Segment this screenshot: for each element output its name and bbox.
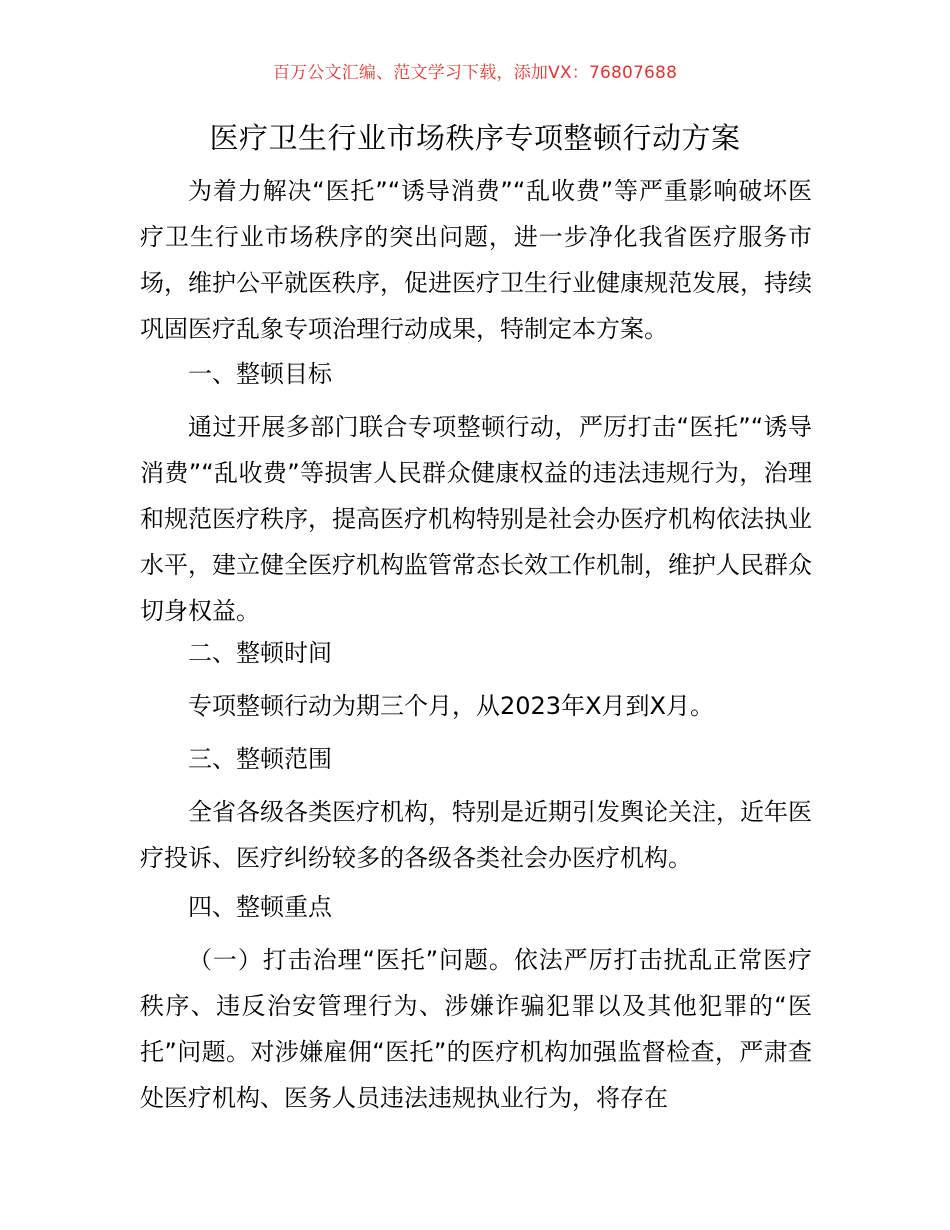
header-banner: 百万公文汇编、范文学习下载，添加VX：76807688: [272, 63, 678, 83]
section-heading-focus: 四、整顿重点: [188, 893, 332, 921]
goal-paragraph: 通过开展多部门联合专项整顿行动，严厉打击“医托”“诱导消费”“乱收费”等损害人民群众健康权益的违法违规行为，治理和规范医疗秩序，提高医疗机构特别是社会办医疗机构依法执业水平，建立健全医疗机构监管常态长效工作机制，维护人民群众切身权益。: [140, 413, 812, 625]
intro-paragraph: 为着力解决“医托”“诱导消费”“乱收费”等严重影响破坏医疗卫生行业市场秩序的突出问题，进一步净化我省医疗服务市场，维护公平就医秩序，促进医疗卫生行业健康规范发展，持续巩固医疗乱象专项治理行动成果，特制定本方案。: [140, 177, 812, 343]
section-heading-goal: 一、整顿目标: [188, 360, 332, 388]
scope-paragraph: 全省各级各类医疗机构，特别是近期引发舆论关注，近年医疗投诉、医疗纠纷较多的各级各类社会办医疗机构。: [140, 798, 812, 872]
section-heading-scope: 三、整顿范围: [188, 745, 332, 773]
focus-item-1-paragraph: （一）打击治理“医托”问题。依法严厉打击扰乱正常医疗秩序、违反治安管理行为、涉嫌诈骗犯罪以及其他犯罪的“医托”问题。对涉嫌雇佣“医托”的医疗机构加强监督检查，严肃查处医疗机构、医务人员违法违规执业行为，将存在: [140, 946, 812, 1112]
time-paragraph: 专项整顿行动为期三个月，从2023年X月到X月。: [188, 692, 714, 720]
section-heading-time: 二、整顿时间: [188, 639, 332, 667]
document-title: 医疗卫生行业市场秩序专项整顿行动方案: [209, 121, 741, 155]
